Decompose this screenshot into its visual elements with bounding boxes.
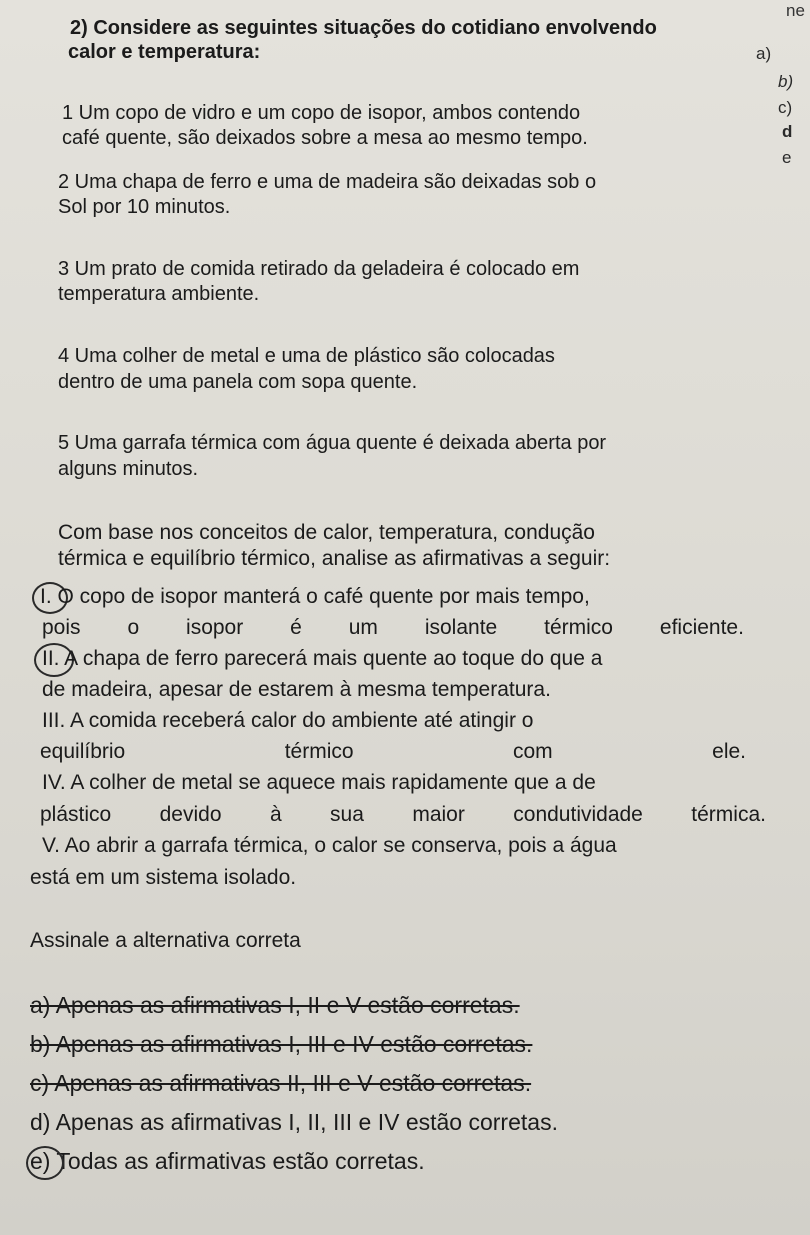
option-a[interactable]: a) Apenas as afirmativas I, II e V estão corretas. xyxy=(30,992,520,1018)
statement-2-line2: de madeira, apesar de estarem à mesma temperatura. xyxy=(42,678,551,701)
situation-4-line1: 4 Uma colher de metal e uma de plástico são colocadas xyxy=(58,345,555,367)
instruction-line2: térmica e equilíbrio térmico, analise as afirmativas a seguir: xyxy=(58,547,611,570)
statement-3-line2: equilíbrio térmico com ele. xyxy=(40,740,746,763)
statement-2-line1: II. A chapa de ferro parecerá mais quente ao toque do que a xyxy=(42,647,603,670)
situation-3-line1: 3 Um prato de comida retirado da geladeira é colocado em xyxy=(58,258,580,280)
option-e[interactable]: e) Todas as afirmativas estão corretas. xyxy=(30,1148,425,1174)
statement-1-line1: I. O copo de isopor manterá o café quente por mais tempo, xyxy=(40,585,590,608)
instruction-line1: Com base nos conceitos de calor, temperatura, condução xyxy=(58,521,595,544)
option-b[interactable]: b) Apenas as afirmativas I, III e IV estão corretas. xyxy=(30,1031,533,1057)
situation-1-line2: café quente, são deixados sobre a mesa ao mesmo tempo. xyxy=(62,127,588,149)
statement-3-line1: III. A comida receberá calor do ambiente até atingir o xyxy=(42,709,534,732)
option-d[interactable]: d) Apenas as afirmativas I, II, III e IV estão corretas. xyxy=(30,1109,558,1135)
answer-prompt: Assinale a alternativa correta xyxy=(30,929,301,952)
side-mark-b: b) xyxy=(778,72,794,91)
option-c[interactable]: c) Apenas as afirmativas II, III e V estão corretas. xyxy=(30,1070,532,1096)
situation-3-line2: temperatura ambiente. xyxy=(58,283,260,305)
circle-mark-option-e xyxy=(26,1146,64,1180)
situation-1-line1: 1 Um copo de vidro e um copo de isopor, ambos contendo xyxy=(62,102,581,124)
statement-5-line2: está em um sistema isolado. xyxy=(30,866,297,889)
question-title: 2) Considere as seguintes situações do cotidiano envolvendo xyxy=(70,17,657,39)
question-title-cont: calor e temperatura: xyxy=(68,41,261,63)
side-mark-d: d xyxy=(782,122,793,141)
situation-4-line2: dentro de uma panela com sopa quente. xyxy=(58,371,418,393)
statement-4-line1: IV. A colher de metal se aquece mais rapidamente que a de xyxy=(42,771,596,794)
statement-4-line2: plástico devido à sua maior condutividade térmica. xyxy=(40,803,766,826)
corner-text: ne xyxy=(786,1,805,20)
situation-2-line2: Sol por 10 minutos. xyxy=(58,196,231,218)
situation-2-line1: 2 Uma chapa de ferro e uma de madeira são deixadas sob o xyxy=(58,171,597,193)
side-mark-e: e xyxy=(782,148,792,167)
statement-5-line1: V. Ao abrir a garrafa térmica, o calor se conserva, pois a água xyxy=(42,834,617,857)
statement-1-line2: pois o isopor é um isolante térmico eficiente. xyxy=(42,616,744,639)
side-mark-c: c) xyxy=(778,98,793,117)
situation-5-line1: 5 Uma garrafa térmica com água quente é deixada aberta por xyxy=(58,432,607,454)
situation-5-line2: alguns minutos. xyxy=(58,458,199,480)
side-mark-a: a) xyxy=(756,44,772,63)
